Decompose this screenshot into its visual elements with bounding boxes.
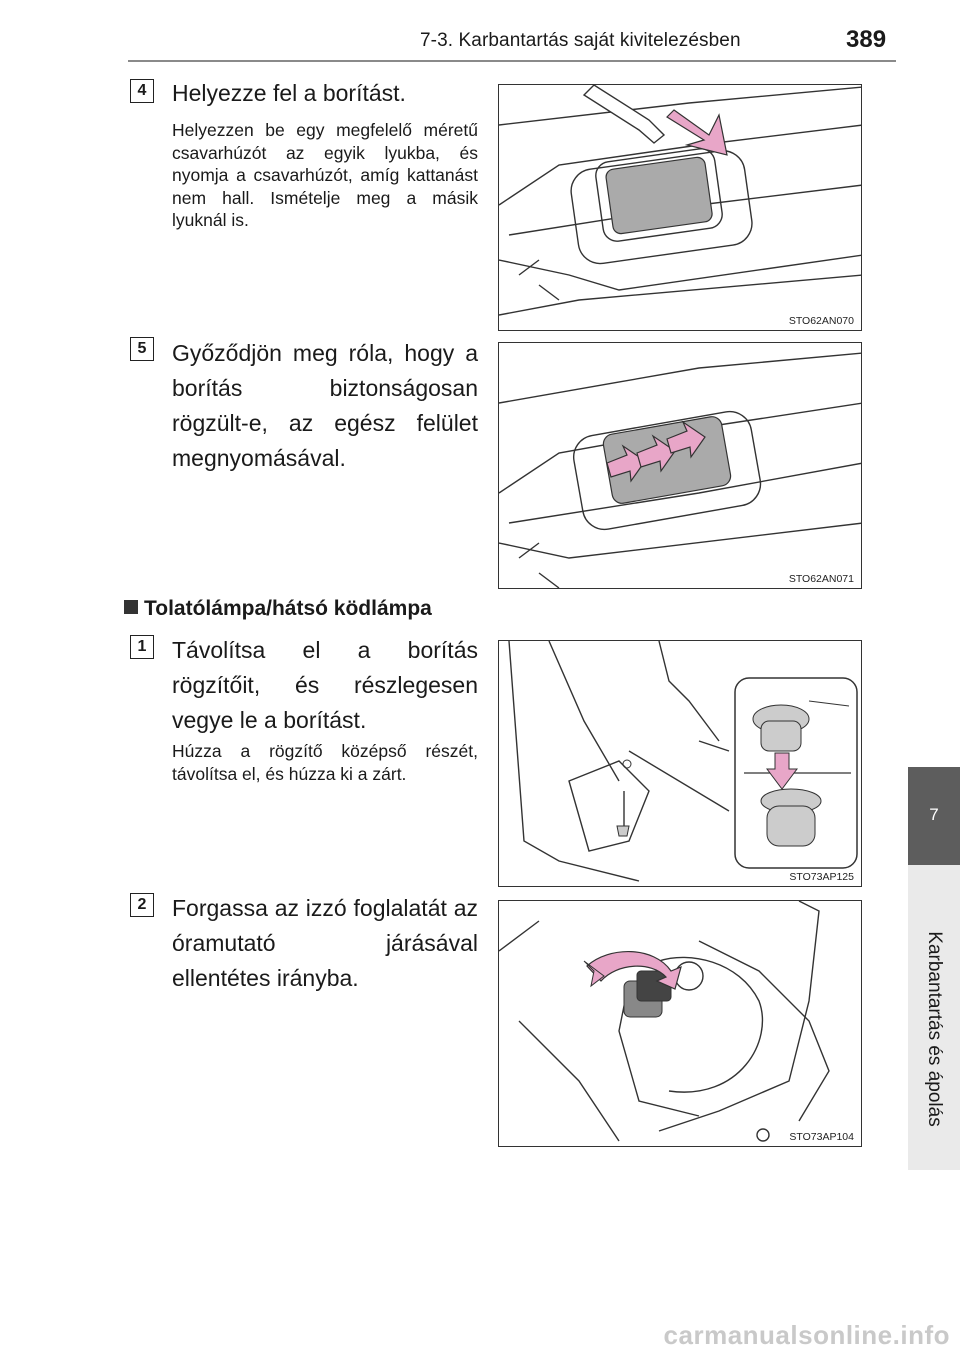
step-title: Helyezze fel a borítást. [172,80,406,106]
section-heading [124,597,432,621]
cover-press-illustration [499,343,862,589]
watermark: carmanualsonline.info [663,1320,950,1350]
step-title: Távolítsa el a borítás rögzítőit, és részlegesen vegye le a borítást. [172,637,478,733]
step-number-badge: 2 [130,893,154,917]
chapter-tab-label: Karbantartás és ápolás [924,931,945,1127]
step-detail: Húzza a rögzítő középső részét, távolítsa el, és húzza ki a zárt. [172,741,478,784]
figure-socket-turn [498,900,862,1147]
step-title: Forgassa az izzó foglalatát az óramutató járásával ellentétes irányba. [172,895,478,991]
page-number: 389 [846,26,887,53]
section-bullet-icon [124,600,138,614]
figure-clip-removal [498,640,862,887]
header-rule [128,60,896,62]
figure-code: STO62AN071 [788,573,854,585]
clip-removal-illustration [499,641,862,887]
socket-turn-illustration [499,901,862,1147]
step-number-badge: 4 [130,79,154,103]
cover-install-illustration [499,85,862,331]
figure-code: STO73AP104 [789,1131,854,1143]
step-number-badge: 5 [130,337,154,361]
step-number-badge: 1 [130,635,154,659]
figure-cover-install [498,84,862,331]
section-heading-text: Tolatólámpa/hátsó ködlámpa [144,597,432,620]
figure-cover-press [498,342,862,589]
chapter-tab [908,767,960,865]
step-title: Győződjön meg róla, hogy a borítás biztonságosan rögzült-e, az egész felület megnyomásával. [172,340,478,471]
running-header-title: 7-3. Karbantartás saját kivitelezésben [420,30,741,51]
step-detail: Helyezzen be egy megfelelő méretű csavarhúzót az egyik lyukba, és nyomja a csavarhúzót, amíg kattanást nem hall. Ismételje meg a másik lyuknál is. [172,120,478,230]
figure-code: STO73AP125 [789,871,854,883]
chapter-tab-number: 7 [929,805,939,824]
figure-code: STO62AN070 [788,315,854,327]
